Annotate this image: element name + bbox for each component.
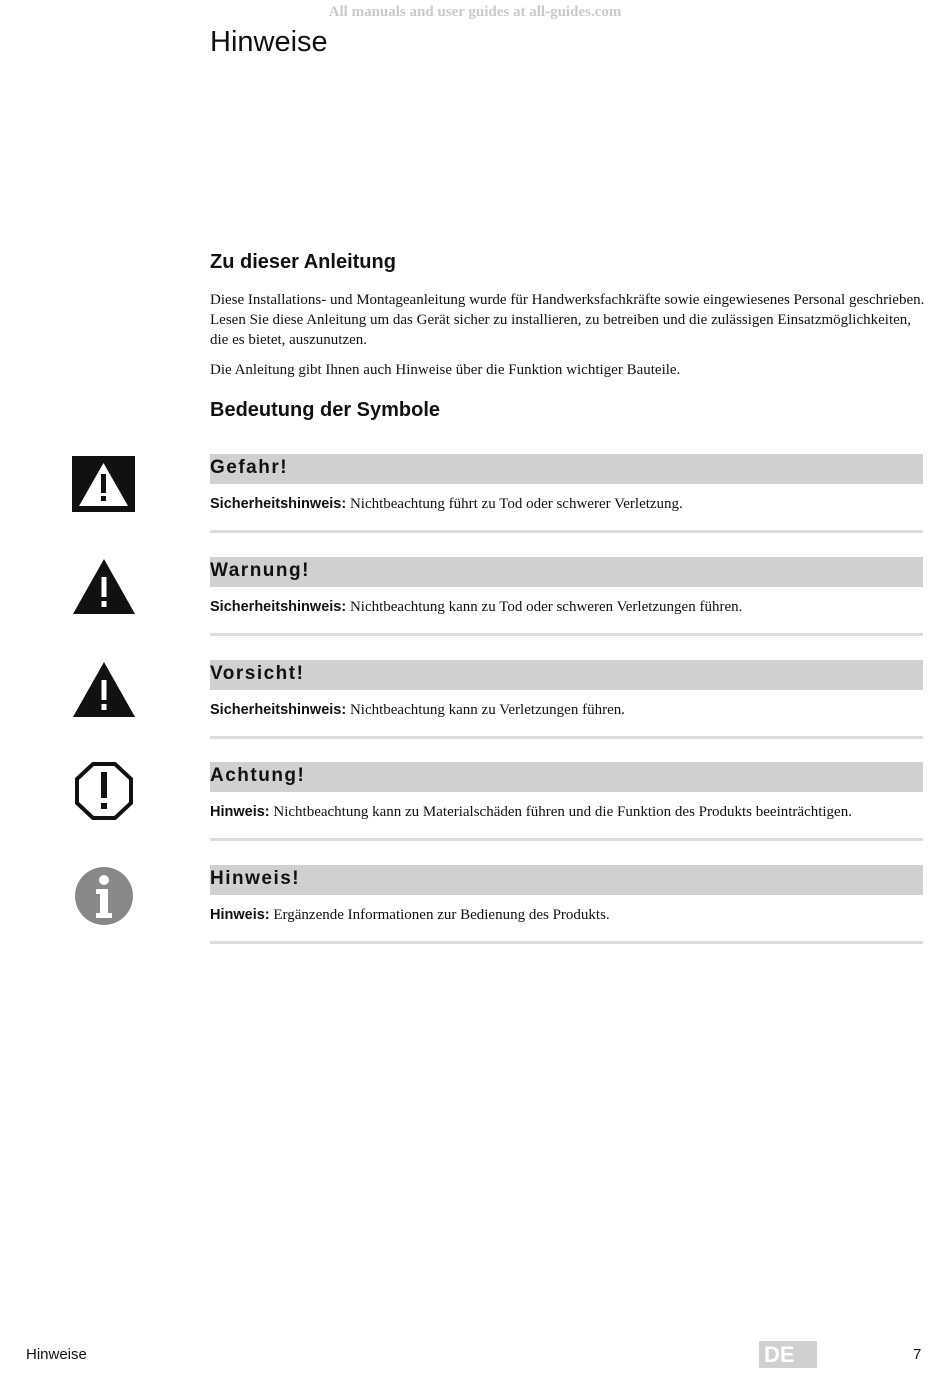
footer-section-name: Hinweise [26,1346,87,1363]
notice-title: Vorsicht! [210,663,305,684]
page-title: Hinweise [210,26,328,58]
notice-text [210,804,925,821]
info-icon [72,865,136,923]
notice-info [0,865,950,957]
intro-paragraph: Diese Installations- und Montageanleitung wurde für Handwerksfachkräfte sowie eingewiesenes Personal geschrieben. Lesen Sie diese Anleitung um das Gerät sicher zu installieren, zu betreiben und die zulässigen Einsatzmöglichkeiten, die es bietet, auszunutzen. [210,292,925,348]
notice-text [210,907,925,924]
notice-title-bar [210,762,923,792]
notice-label: Sicherheitshinweis: [210,702,347,718]
notice-caution [0,660,950,752]
notice-title: Hinweis! [210,868,301,889]
divider [210,633,923,636]
notice-label: Sicherheitshinweis: [210,599,347,615]
divider [210,941,923,944]
notice-label: Hinweis: [210,804,270,820]
notice-title: Warnung! [210,560,310,581]
divider [210,530,923,533]
section-heading-about-manual: Zu dieser Anleitung [210,251,396,273]
page-number: 7 [913,1346,922,1363]
warning-triangle-icon [72,557,136,615]
notice-description: Ergänzende Informationen zur Bedienung des Produkts. [269,907,610,923]
notice-text [210,496,925,513]
divider [210,838,923,841]
notice-attention [0,762,950,854]
section-heading-symbols: Bedeutung der Symbole [210,399,441,421]
notice-label: Hinweis: [210,907,270,923]
notice-title-bar [210,660,923,690]
notice-title: Achtung! [210,765,306,786]
language-badge [759,1341,817,1368]
notice-title: Gefahr! [210,457,289,478]
notice-description: Nichtbeachtung kann zu Tod oder schweren Verletzungen führen. [346,599,743,615]
notice-title-bar [210,454,923,484]
watermark: All manuals and user guides at all-guides.com [328,4,622,20]
notice-text [210,599,925,616]
notice-description: Nichtbeachtung kann zu Verletzungen führen. [346,702,625,718]
attention-octagon-icon [72,762,136,820]
notice-label: Sicherheitshinweis: [210,496,347,512]
caution-triangle-icon [72,660,136,718]
intro-paragraph-2: Die Anleitung gibt Ihnen auch Hinweise über die Funktion wichtiger Bauteile. [210,362,681,378]
notice-warning [0,557,950,649]
notice-text [210,702,925,719]
notice-danger [0,454,950,546]
language-code: DE [764,1342,795,1367]
notice-title-bar [210,865,923,895]
notice-description: Nichtbeachtung kann zu Materialschäden führen und die Funktion des Produkts beeinträchtigen. [269,804,852,820]
notice-title-bar [210,557,923,587]
notice-description: Nichtbeachtung führt zu Tod oder schwerer Verletzung. [346,496,683,512]
divider [210,736,923,739]
danger-warning-icon [72,454,136,512]
